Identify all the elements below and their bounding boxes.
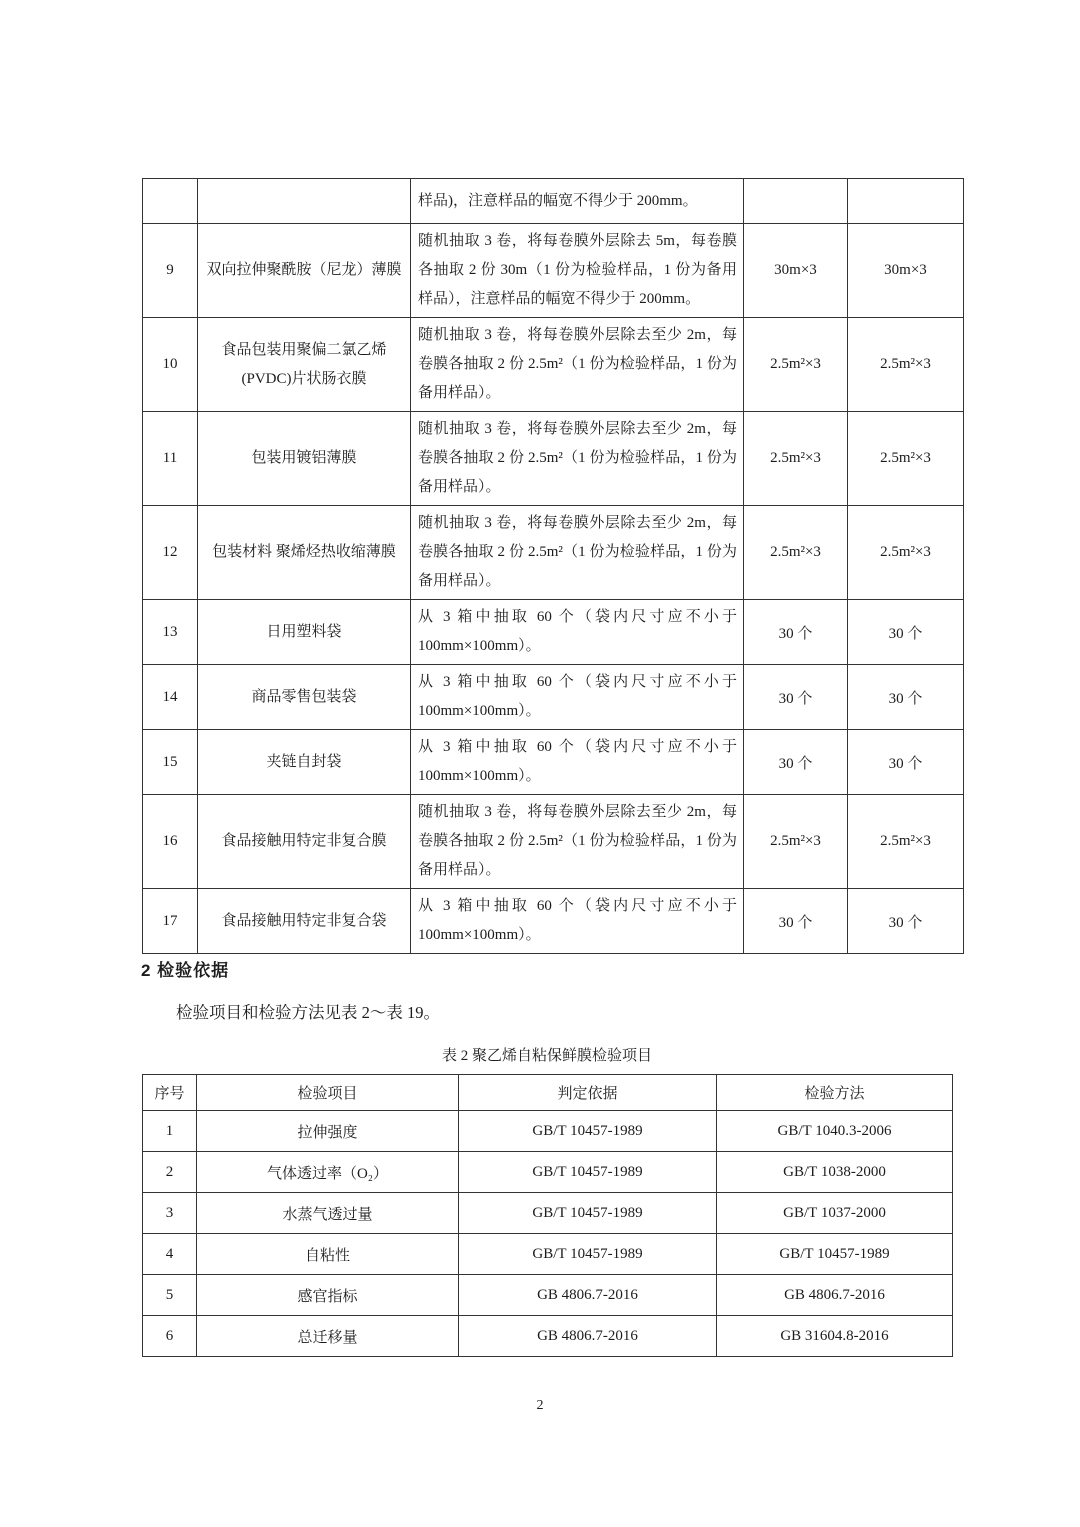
cell-qty-2: 30 个	[848, 730, 964, 795]
table-row	[143, 1193, 953, 1234]
section-heading: 2 检验依据	[141, 961, 230, 980]
cell-product: 双向拉伸聚酰胺（尼龙）薄膜	[198, 224, 411, 318]
cell-qty-2: 30 个	[848, 889, 964, 954]
cell-method: 从 3 箱中抽取 60 个（袋内尺寸应不小于 100mm×100mm）。	[411, 889, 744, 954]
cell-basis: GB 4806.7-2016	[459, 1275, 717, 1316]
cell-qty-1: 2.5m²×3	[744, 795, 848, 889]
cell-basis: GB 4806.7-2016	[459, 1316, 717, 1357]
cell-no: 14	[143, 665, 198, 730]
cell-qty-2	[848, 179, 964, 224]
cell-method: 随机抽取 3 卷，将每卷膜外层除去至少 2m，每卷膜各抽取 2 份 2.5m²（1 份为检验样品，1 份为备用样品）。	[411, 506, 744, 600]
cell-method: GB/T 1040.3-2006	[717, 1111, 953, 1152]
cell-qty-1: 30 个	[744, 730, 848, 795]
section-paragraph: 检验项目和检验方法见表 2～表 19。	[176, 1003, 440, 1022]
cell-no: 5	[143, 1275, 197, 1316]
table-row	[143, 730, 964, 795]
cell-basis: GB/T 10457-1989	[459, 1193, 717, 1234]
table-row	[143, 1152, 953, 1193]
cell-method: 随机抽取 3 卷，将每卷膜外层除去至少 2m，每卷膜各抽取 2 份 2.5m²（1 份为检验样品，1 份为备用样品）。	[411, 795, 744, 889]
cell-product: 包装材料 聚烯烃热收缩薄膜	[198, 506, 411, 600]
cell-qty-2: 30m×3	[848, 224, 964, 318]
table-row	[143, 1234, 953, 1275]
cell-product: 食品接触用特定非复合袋	[198, 889, 411, 954]
inspection-table	[142, 1074, 953, 1357]
table-row	[143, 1111, 953, 1152]
table2-caption: 表 2 聚乙烯自粘保鲜膜检验项目	[441, 1048, 652, 1064]
header-basis: 判定依据	[459, 1075, 717, 1111]
table-row	[143, 224, 964, 318]
cell-no: 11	[143, 412, 198, 506]
cell-no: 15	[143, 730, 198, 795]
sampling-table	[142, 178, 964, 954]
cell-qty-1: 2.5m²×3	[744, 506, 848, 600]
cell-qty-1: 30 个	[744, 600, 848, 665]
table-row	[143, 600, 964, 665]
table-row	[143, 889, 964, 954]
cell-method: 从 3 箱中抽取 60 个（袋内尺寸应不小于 100mm×100mm）。	[411, 600, 744, 665]
cell-product: 包装用镀铝薄膜	[198, 412, 411, 506]
cell-method: GB/T 1038-2000	[717, 1152, 953, 1193]
cell-product: 商品零售包装袋	[198, 665, 411, 730]
cell-basis: GB/T 10457-1989	[459, 1234, 717, 1275]
table-row	[143, 1316, 953, 1357]
cell-no: 9	[143, 224, 198, 318]
cell-no: 17	[143, 889, 198, 954]
cell-product	[198, 179, 411, 224]
cell-no: 6	[143, 1316, 197, 1357]
cell-qty-2: 2.5m²×3	[848, 318, 964, 412]
cell-method: 随机抽取 3 卷，将每卷膜外层除去至少 2m，每卷膜各抽取 2 份 2.5m²（1 份为检验样品，1 份为备用样品）。	[411, 412, 744, 506]
cell-no: 1	[143, 1111, 197, 1152]
cell-product: 日用塑料袋	[198, 600, 411, 665]
cell-no: 4	[143, 1234, 197, 1275]
cell-no	[143, 179, 198, 224]
cell-qty-1: 30 个	[744, 665, 848, 730]
header-method: 检验方法	[717, 1075, 953, 1111]
cell-qty-1: 30 个	[744, 889, 848, 954]
cell-qty-1: 2.5m²×3	[744, 412, 848, 506]
cell-product: 食品接触用特定非复合膜	[198, 795, 411, 889]
cell-no: 16	[143, 795, 198, 889]
cell-method: GB/T 10457-1989	[717, 1234, 953, 1275]
cell-qty-1: 2.5m²×3	[744, 318, 848, 412]
cell-method: 从 3 箱中抽取 60 个（袋内尺寸应不小于 100mm×100mm）。	[411, 730, 744, 795]
cell-qty-1: 30m×3	[744, 224, 848, 318]
cell-basis: GB/T 10457-1989	[459, 1111, 717, 1152]
table-row-continuation	[143, 179, 964, 224]
page-number: 2	[536, 1398, 544, 1413]
cell-no: 12	[143, 506, 198, 600]
cell-no: 13	[143, 600, 198, 665]
cell-qty-2: 30 个	[848, 600, 964, 665]
cell-method: 随机抽取 3 卷，将每卷膜外层除去至少 2m，每卷膜各抽取 2 份 2.5m²（1 份为检验样品，1 份为备用样品）。	[411, 318, 744, 412]
cell-item: 水蒸气透过量	[197, 1193, 459, 1234]
cell-product: 夹链自封袋	[198, 730, 411, 795]
cell-method: GB 31604.8-2016	[717, 1316, 953, 1357]
cell-item: 感官指标	[197, 1275, 459, 1316]
cell-item: 气体透过率（O₂）	[197, 1152, 459, 1193]
cell-product: 食品包装用聚偏二氯乙烯(PVDC)片状肠衣膜	[198, 318, 411, 412]
table-row	[143, 665, 964, 730]
cell-qty-1	[744, 179, 848, 224]
cell-method: 随机抽取 3 卷，将每卷膜外层除去 5m，每卷膜各抽取 2 份 30m（1 份为检验样品，1 份为备用样品），注意样品的幅宽不得少于 200mm。	[411, 224, 744, 318]
cell-method: 从 3 箱中抽取 60 个（袋内尺寸应不小于 100mm×100mm）。	[411, 665, 744, 730]
header-item: 检验项目	[197, 1075, 459, 1111]
cell-qty-2: 2.5m²×3	[848, 506, 964, 600]
table-row	[143, 412, 964, 506]
table-row	[143, 318, 964, 412]
cell-no: 3	[143, 1193, 197, 1234]
cell-method: 样品)，注意样品的幅宽不得少于 200mm。	[411, 179, 744, 224]
cell-no: 2	[143, 1152, 197, 1193]
header-no: 序号	[143, 1075, 197, 1111]
cell-no: 10	[143, 318, 198, 412]
cell-qty-2: 2.5m²×3	[848, 795, 964, 889]
cell-method: GB 4806.7-2016	[717, 1275, 953, 1316]
cell-item: 自粘性	[197, 1234, 459, 1275]
cell-qty-2: 30 个	[848, 665, 964, 730]
cell-method: GB/T 1037-2000	[717, 1193, 953, 1234]
cell-item: 拉伸强度	[197, 1111, 459, 1152]
cell-qty-2: 2.5m²×3	[848, 412, 964, 506]
table-header-row	[143, 1075, 953, 1111]
cell-item: 总迁移量	[197, 1316, 459, 1357]
table-row	[143, 795, 964, 889]
table-row	[143, 1275, 953, 1316]
table-row	[143, 506, 964, 600]
cell-basis: GB/T 10457-1989	[459, 1152, 717, 1193]
